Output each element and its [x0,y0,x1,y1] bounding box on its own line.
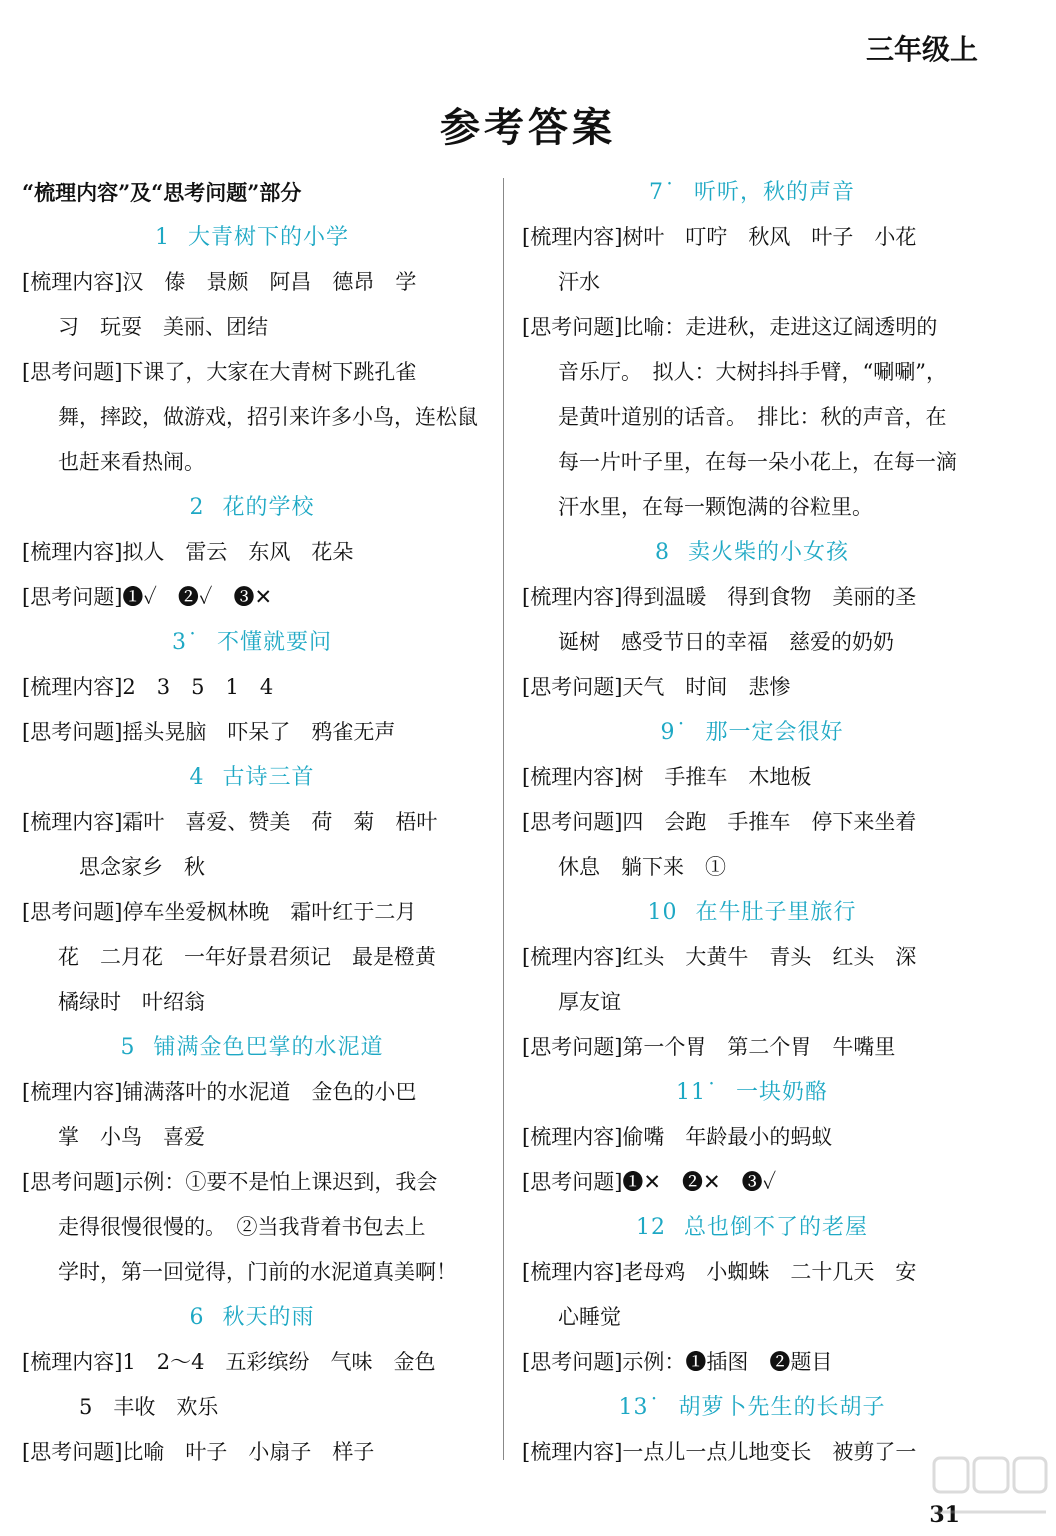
answer-line: 舞，摔跤，做游戏，招引来许多小鸟，连松鼠 [58,405,478,429]
lesson-heading [22,215,482,260]
lesson-number: 13˙ [618,1395,661,1420]
lesson-heading [522,530,982,575]
answer-line: 思念家乡 秋 [58,855,205,879]
answer-line: 习 玩耍 美丽、团结 [58,315,268,339]
lesson-heading [522,1205,982,1250]
answer-line: [思考问题]停车坐爱枫林晚 霜叶红于二月 [22,900,417,924]
lesson-number: 11˙ [675,1080,718,1105]
answer-line: 汗水 [558,270,600,294]
answer-line: 是黄叶道别的话音。 排比：秋的声音，在 [558,405,947,429]
lesson-number: 7˙ [648,180,676,205]
lesson-heading [22,1025,482,1070]
answer-line: [梳理内容]偷嘴 年龄最小的蚂蚁 [522,1125,833,1149]
answer-line: [梳理内容]拟人 雷云 东风 花朵 [22,540,354,564]
lesson-number: 5 [120,1035,136,1060]
page-title: 参考答案 [440,104,616,151]
answer-line: [梳理内容]霜叶 喜爱、赞美 荷 菊 梧叶 [22,810,438,834]
answer-line: 花 二月花 一年好景君须记 最是橙黄 [58,945,436,969]
answer-line: [思考问题]比喻：走进秋，走进这辽阔透明的 [522,315,938,339]
answer-line: [思考问题]下课了，大家在大青树下跳孔雀 [22,360,417,384]
lesson-number: 10 [647,900,678,925]
answer-line: 厚友谊 [558,990,621,1014]
answer-line: 心睡觉 [558,1305,621,1329]
answer-line: [梳理内容]2 3 5 1 4 [22,675,274,699]
lesson-heading [522,1385,982,1430]
lesson-title: 秋天的雨 [222,1305,315,1330]
answer-line: 掌 小鸟 喜爱 [58,1125,205,1149]
column-divider [503,178,504,1460]
answer-line: 诞树 感受节日的幸福 慈爱的奶奶 [558,630,894,654]
lesson-heading [22,620,482,665]
section-label: “梳理内容”及“思考问题”部分 [22,180,302,205]
answer-line: 也赶来看热闹。 [58,450,205,474]
page-number: 31 [929,1502,960,1528]
lesson-number: 8 [654,540,670,565]
answer-line: 汗水里，在每一颗饱满的谷粒里。 [558,495,873,519]
answer-line: [梳理内容]树叶 叮咛 秋风 叶子 小花 [522,225,917,249]
answer-line: [思考问题]示例：①要不是怕上课迟到，我会 [22,1170,438,1194]
lesson-number: 3˙ [171,630,199,655]
answer-line: 5 丰收 欢乐 [58,1395,219,1419]
answer-line: [梳理内容]一点儿一点儿地变长 被剪了一 [522,1440,917,1464]
lesson-number: 6 [189,1305,205,1330]
lesson-number: 12 [635,1215,666,1240]
left-column [22,170,482,1475]
lesson-title: 一块奶酪 [735,1080,828,1105]
lesson-number: 1 [154,225,170,250]
lesson-title: 在牛肚子里旅行 [695,900,857,925]
lesson-heading [522,890,982,935]
lesson-title: 总也倒不了的老屋 [683,1215,868,1240]
answer-line: [梳理内容]得到温暖 得到食物 美丽的圣 [522,585,917,609]
answer-line: [思考问题]示例：❶插图 ❷题目 [522,1350,833,1374]
answer-line: [梳理内容]树 手推车 木地板 [522,765,812,789]
watermark-logo [930,1452,1050,1532]
answer-line: 走得很慢很慢的。 ②当我背着书包去上 [58,1215,426,1239]
answer-line: [梳理内容]红头 大黄牛 青头 红头 深 [522,945,917,969]
lesson-heading [522,1070,982,1115]
answer-line: [思考问题]比喻 叶子 小扇子 样子 [22,1440,375,1464]
answer-line: 橘绿时 叶绍翁 [58,990,205,1014]
lesson-number: 2 [189,495,205,520]
answer-line: [梳理内容]铺满落叶的水泥道 金色的小巴 [22,1080,417,1104]
lesson-number: 9˙ [660,720,688,745]
lesson-title: 卖火柴的小女孩 [687,540,849,565]
lesson-heading [522,170,982,215]
answer-line: [思考问题]第一个胃 第二个胃 牛嘴里 [522,1035,896,1059]
grade-label: 三年级上 [865,33,978,66]
answer-line: [梳理内容]老母鸡 小蜘蛛 二十几天 安 [522,1260,917,1284]
answer-line: 音乐厅。 拟人：大树抖抖手臂，“唰唰”， [558,360,947,384]
answer-line: [思考问题]四 会跑 手推车 停下来坐着 [522,810,917,834]
lesson-title: 花的学校 [222,495,315,520]
lesson-title: 大青树下的小学 [187,225,349,250]
right-column [522,170,982,1475]
answer-line: [思考问题]❶✕ ❷✕ ❸✓ [522,1170,777,1194]
answer-line: [思考问题]❶✓ ❷✓ ❸✕ [22,585,273,609]
answer-line: [思考问题]天气 时间 悲惨 [522,675,791,699]
lesson-heading [522,710,982,755]
lesson-title: 铺满金色巴掌的水泥道 [153,1035,384,1060]
answer-line: [梳理内容]1 2～4 五彩缤纷 气味 金色 [22,1350,436,1374]
lesson-title: 听听，秋的声音 [693,180,855,205]
lesson-heading [22,755,482,800]
answer-line: 每一片叶子里，在每一朵小花上，在每一滴 [558,450,957,474]
answer-line: 休息 躺下来 ① [558,855,726,879]
lesson-heading [22,485,482,530]
answer-line: [梳理内容]汉 傣 景颇 阿昌 德昂 学 [22,270,417,294]
lesson-title: 胡萝卜先生的长胡子 [678,1395,886,1420]
lesson-title: 古诗三首 [222,765,315,790]
answer-line: [思考问题]摇头晃脑 吓呆了 鸦雀无声 [22,720,396,744]
lesson-number: 4 [189,765,205,790]
lesson-title: 不懂就要问 [216,630,332,655]
lesson-title: 那一定会很好 [705,720,844,745]
lesson-heading [22,1295,482,1340]
answer-line: 学时，第一回觉得，门前的水泥道真美啊！ [58,1260,457,1284]
